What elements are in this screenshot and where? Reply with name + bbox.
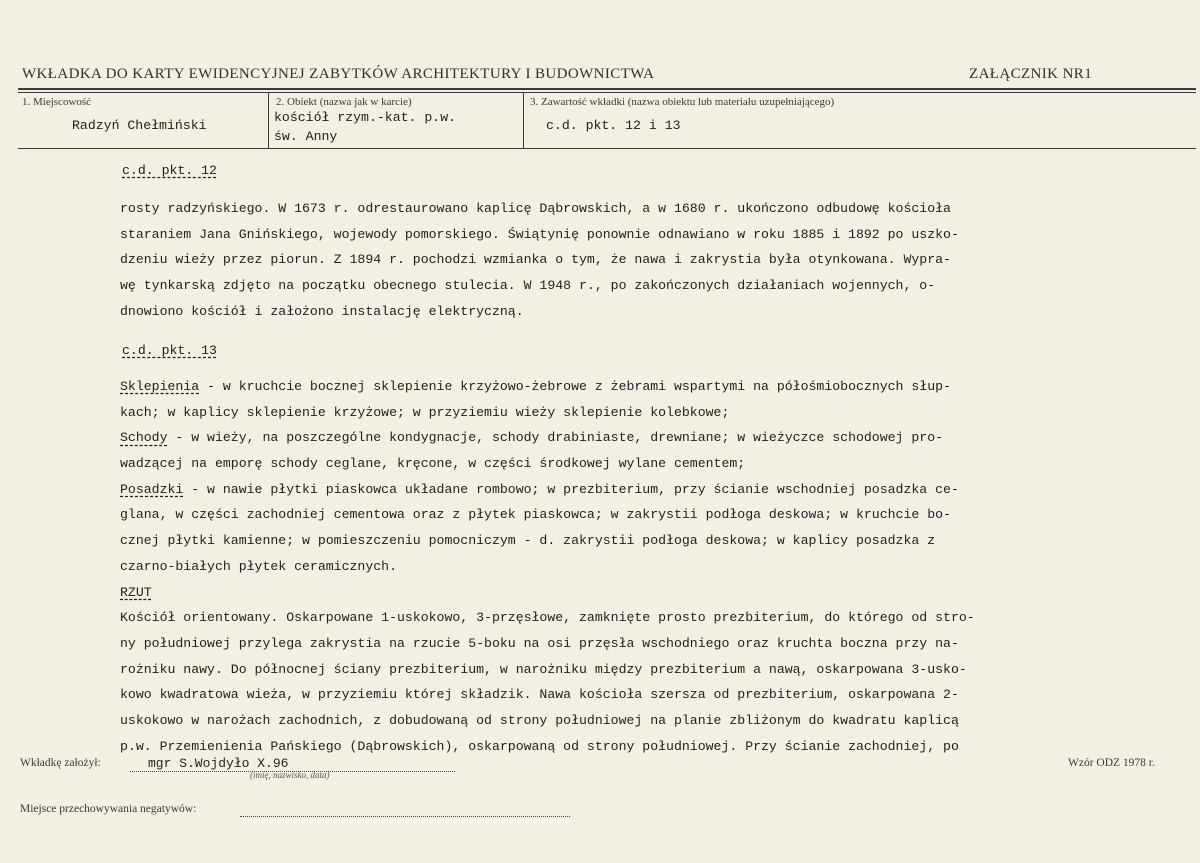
content-label: 3. Zawartość wkładki (nazwa obiektu lub materiału uzupełniającego) <box>530 96 835 108</box>
section12-line-5: dnowiono kościół i założono instalację elektryczną. <box>120 303 524 319</box>
object-value-line1: kościół rzym.-kat. p.w. <box>274 110 457 125</box>
made-by-hint: (imię, nazwisko, data) <box>250 770 330 780</box>
location-label: 1. Miejscowość <box>22 96 92 108</box>
posadzki-line-3: cznej płytki kamienne; w pomieszczeniu pomocniczym - d. zakrystii podłoga deskowa; w kaplicy posadzka z <box>120 533 936 549</box>
sklepienia-text-1: - w kruchcie bocznej sklepienie krzyżowo-żebrowe z żebrami wspartymi na półośmiobocznych słup- <box>199 379 951 394</box>
posadzki-line-4: czarno-białych płytek ceramicznych. <box>120 558 397 574</box>
schody-line-1 <box>120 425 1020 451</box>
schody-text-1: - w wieży, na poszczególne kondygnacje, schody drabiniaste, drewniane; w wieżyczce schodowej pro- <box>167 430 944 446</box>
schody-keyword: Schody <box>120 430 168 446</box>
sklepienia-keyword: Sklepienia <box>120 379 200 394</box>
object-value-line2: św. Anny <box>274 129 338 144</box>
fields-rule-top <box>18 92 1196 93</box>
rzut-line-5: uskokowo w narożach zachodnich, z dobudowaną od strony południowej na planie zbliżonym do kwadratu kaplicą <box>120 712 959 728</box>
section12-line-3: dzeniu wieży przez piorun. Z 1894 r. pochodzi wzmianka o tym, że nawa i zakrystia była otynkowana. Wypra- <box>120 252 951 268</box>
sklepienia-line-1 <box>120 374 1020 400</box>
rzut-line-3: rożniku nawy. Do północnej ściany prezbiterium, w narożniku między prezbiterium a nawą, oskarpowana 3-usko- <box>120 661 967 677</box>
made-by-value: mgr S.Wojdyło X.96 <box>148 756 289 771</box>
section12-text <box>120 196 1020 324</box>
rzut-line-4: kowo kwadratowa wieża, w przyziemiu której składzik. Nawa kościoła szersza od prezbiterium, oskarpowana 2- <box>120 687 959 703</box>
location-value: Radzyń Chełmiński <box>72 118 207 133</box>
section12-line-2: staraniem Jana Gnińskiego, wojewody pomorskiego. Świątynię ponownie odnawiano w roku 1885 i 1892 po uszko- <box>120 226 959 242</box>
posadzki-line-2: glana, w części zachodniej cementowa oraz z płytek piaskowca; w zakrystii podłoga deskowa; w kruchcie bo- <box>120 507 951 523</box>
section12-heading: c.d. pkt. 12 <box>122 163 217 178</box>
posadzki-keyword: Posadzki <box>120 481 184 497</box>
field-divider-1 <box>268 92 269 149</box>
schody-line-2: wadzącej na emporę schody ceglane, kręcone, w części środkowej wylane cementem; <box>120 456 746 472</box>
content-value: c.d. pkt. 12 i 13 <box>546 118 681 133</box>
made-by-label: Wkładkę założył: <box>20 757 101 769</box>
section12-line-1: rosty radzyńskiego. W 1673 r. odrestaurowano kaplicę Dąbrowskich, a w 1680 r. ukończono odbudowę kościoła <box>120 201 951 216</box>
section13-text <box>120 374 1020 759</box>
object-label: 2. Obiekt (nazwa jak w karcie) <box>276 96 412 108</box>
form-model: Wzór ODZ 1978 r. <box>1068 757 1155 769</box>
posadzki-text-1: - w nawie płytki piaskowca układane rombowo; w prezbiterium, przy ścianie wschodniej posadzka ce- <box>183 481 959 497</box>
header-rule-top <box>18 88 1196 90</box>
field-divider-2 <box>523 92 524 149</box>
rzut-line-2: ny południowej przylega zakrystia na rzucie 5-boku na osi przęsła wschodniego oraz kruchta boczna przy na- <box>120 635 959 651</box>
fields-rule-bottom <box>18 148 1196 149</box>
attachment-number: ZAŁĄCZNIK NR1 <box>969 66 1093 82</box>
sklepienia-line-2: kach; w kaplicy sklepienie krzyżowe; w przyziemiu wieży sklepienie kolebkowe; <box>120 404 730 420</box>
rzut-line-6: p.w. Przemienienia Pańskiego (Dąbrowskich), oskarpowaną od strony południowej. Przy ścianie zachodniej, po <box>120 738 959 754</box>
section13-heading: c.d. pkt. 13 <box>122 343 217 358</box>
storage-dotted-line <box>240 815 570 817</box>
rzut-heading-line <box>120 580 1020 606</box>
form-title: WKŁADKA DO KARTY EWIDENCYJNEJ ZABYTKÓW ARCHITEKTURY I BUDOWNICTWA <box>22 66 655 82</box>
storage-label: Miejsce przechowywania negatywów: <box>20 803 197 815</box>
rzut-heading: RZUT <box>120 584 152 600</box>
posadzki-line-1 <box>120 477 1020 503</box>
rzut-line-1: Kościół orientowany. Oskarpowane 1-uskokowo, 3-przęsłowe, zamknięte prosto prezbiterium, do którego od stro- <box>120 610 975 626</box>
section12-line-4: wę tynkarską zdjęto na początku obecnego stulecia. W 1948 r., po zakończonych działaniach wojennych, o- <box>120 278 936 294</box>
